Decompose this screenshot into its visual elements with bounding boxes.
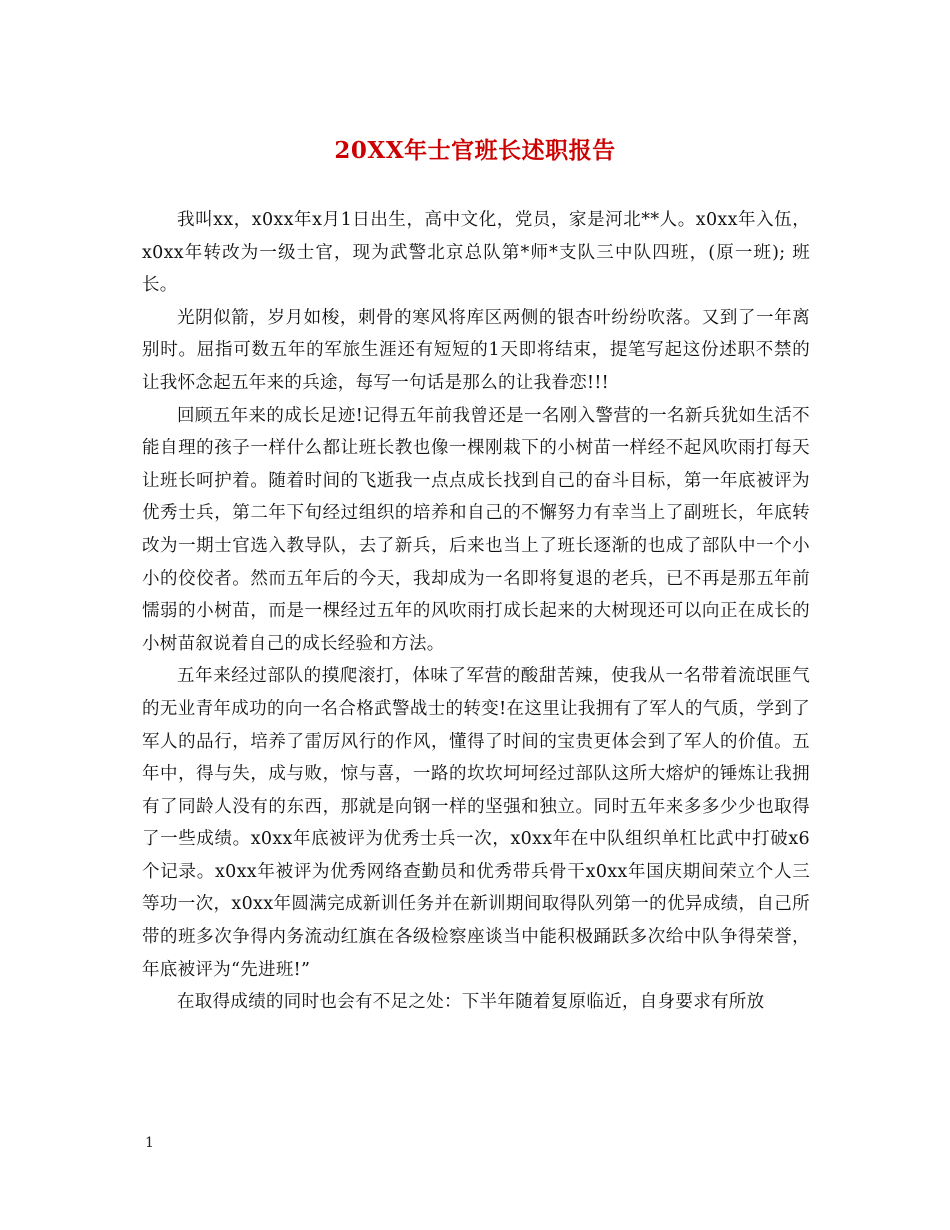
document-body <box>142 204 810 1019</box>
paragraph-achievements: 五年来经过部队的摸爬滚打，体味了军营的酸甜苦辣，使我从一名带着流氓匪气的无业青年成功的向一名合格武警战士的转变!在这里让我拥有了军人的气质，学到了军人的品行，培养了雷厉风行的作风，懂得了时间的宝贵更体会到了军人的价值。五年中，得与失，成与败，惊与喜，一路的坎坎坷坷经过部队这所大熔炉的锤炼让我拥有了同龄人没有的东西，那就是向钢一样的坚强和独立。同时五年来多多少少也取得了一些成绩。x0xx年底被评为优秀士兵一次，x0xx年在中队组织单杠比武中打破x6个记录。x0xx年被评为优秀网络查勤员和优秀带兵骨干x0xx年国庆期间荣立个人三等功一次，x0xx年圆满完成新训任务并在新训期间取得队列第一的优异成绩，自己所带的班多次争得内务流动红旗在各级检察座谈当中能积极踊跃多次给中队争得荣誉，年底被评为“先进班!” <box>142 666 810 980</box>
paragraph-shortcomings: 在取得成绩的同时也会有不足之处：下半年随着复原临近，自身要求有所放 <box>177 992 765 1013</box>
paragraph-introduction: 我叫xx，x0xx年x月1日出生，高中文化，党员，家是河北**人。x0xx年入伍，x0xx年转改为一级士官，现为武警北京总队第*师*支队三中队四班，(原一班); 班长。 <box>142 210 810 296</box>
document-title: 20XX年士官班长述职报告 <box>334 137 616 164</box>
paragraph-growth: 回顾五年来的成长足迹!记得五年前我曾还是一名刚入警营的一名新兵犹如生活不能自理的孩子一样什么都让班长教也像一棵刚栽下的小树苗一样经不起风吹雨打每天让班长呵护着。随着时间的飞逝我一点点成长找到自己的奋斗目标，第一年底被评为优秀士兵，第二年下旬经过组织的培养和自己的不懈努力有幸当上了副班长，年底转改为一期士官选入教导队，去了新兵，后来也当上了班长逐渐的也成了部队中一个小小的佼佼者。然而五年后的今天，我却成为一名即将复退的老兵，已不再是那五年前懦弱的小树苗，而是一棵经过五年的风吹雨打成长起来的大树现还可以向正在成长的小树苗叙说着自己的成长经验和方法。 <box>142 405 810 654</box>
page-number: 1 <box>145 1135 154 1151</box>
paragraph-farewell: 光阴似箭，岁月如梭，刺骨的寒风将库区两侧的银杏叶纷纷吹落。又到了一年离别时。屈指可数五年的军旅生涯还有短短的1天即将结束，提笔写起这份述职不禁的让我怀念起五年来的兵途，每写一句话是那么的让我眷恋!!! <box>142 307 810 393</box>
